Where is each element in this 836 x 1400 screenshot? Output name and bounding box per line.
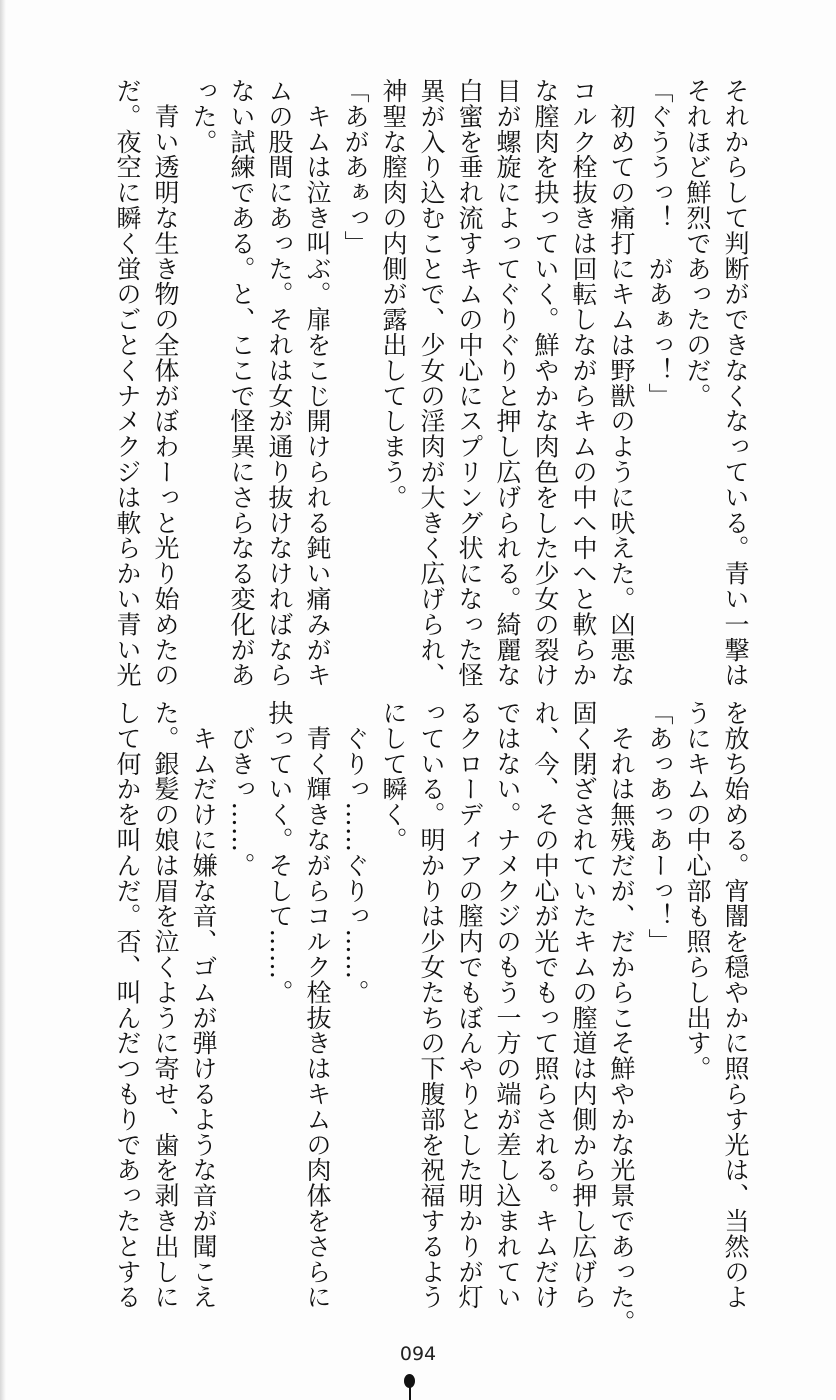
page-gutter-shadow	[0, 0, 6, 1400]
text-line: 固く閉ざされていたキムの膣道は内側から押し広げら	[569, 700, 598, 1310]
text-line: 抉っていく。そして……。	[265, 700, 294, 1005]
text-line: コルク栓抜きは回転しながらキムの中へ中へと軟らか	[569, 78, 598, 688]
text-line: だ。夜空に瞬く蛍のごとくナメクジは軟らかい青い光	[113, 78, 142, 688]
text-line: れ、今、その中心が光でもって照らされる。キムだけ	[531, 700, 560, 1310]
text-line: 青い透明な生き物の全体がぼわーっと光り始めたの	[151, 78, 180, 688]
text-line: 白蜜を垂れ流すキムの中心にスプリング状になった怪	[455, 78, 484, 688]
text-line: それからして判断ができなくなっている。青い一撃は	[721, 78, 750, 688]
text-line: ない試練である。と、ここで怪異にさらなる変化があ	[227, 78, 256, 688]
upper-text-block	[108, 78, 754, 698]
text-line: 「あっあっあーっ！」	[645, 700, 674, 954]
text-line: った。	[189, 78, 218, 155]
lower-text-block	[108, 700, 754, 1335]
text-line: びきっ……。	[227, 700, 256, 878]
text-line: して何かを叫んだ。否、叫んだつもりであったとする	[113, 700, 142, 1310]
text-line: 初めての痛打にキムは野獣のように吠えた。凶悪な	[607, 78, 636, 688]
text-line: 青く輝きながらコルク栓抜きはキムの肉体をさらに	[303, 700, 332, 1310]
text-line: 異が入り込むことで、少女の淫肉が大きく広げられ、	[417, 78, 446, 688]
text-line: ぐりっ……ぐりっ……。	[341, 700, 370, 1005]
text-line: ムの股間にあった。それは女が通り抜けなければなら	[265, 78, 294, 688]
text-line: な膣肉を抉っていく。鮮やかな肉色をした少女の裂け	[531, 78, 560, 688]
text-line: た。銀髪の娘は眉を泣くように寄せ、歯を剥き出しに	[151, 700, 180, 1310]
text-line: キムは泣き叫ぶ。扉をこじ開けられる鈍い痛みがキ	[303, 78, 332, 688]
text-line: 目が螺旋によってぐりぐりと押し広げられる。綺麗な	[493, 78, 522, 688]
text-line: っている。明かりは少女たちの下腹部を祝福するよう	[417, 700, 446, 1310]
text-line: キムだけに嫌な音、ゴムが弾けるような音が聞こえ	[189, 700, 218, 1310]
text-line: それほど鮮烈であったのだ。	[683, 78, 712, 409]
text-line: 「ぐううっ！ があぁっ！」	[645, 78, 674, 409]
page-number: 094	[399, 1343, 437, 1365]
text-line: ではない。ナメクジのもう一方の端が差し込まれてい	[493, 700, 522, 1310]
text-line: 神聖な膣肉の内側が露出してしまう。	[379, 78, 408, 510]
text-line: うにキムの中心部も照らし出す。	[683, 700, 712, 1081]
text-line: るクローディアの膣内でもぼんやりとした明かりが灯	[455, 700, 484, 1310]
text-line: 「あがあぁっ」	[341, 78, 370, 256]
text-line: にして瞬く。	[379, 700, 408, 853]
text-line: それは無残だが、だからこそ鮮やかな光景であった。	[607, 700, 636, 1335]
page-ornament-line	[409, 1386, 411, 1400]
text-line: を放ち始める。宵闇を穏やかに照らす光は、当然のよ	[721, 700, 750, 1310]
